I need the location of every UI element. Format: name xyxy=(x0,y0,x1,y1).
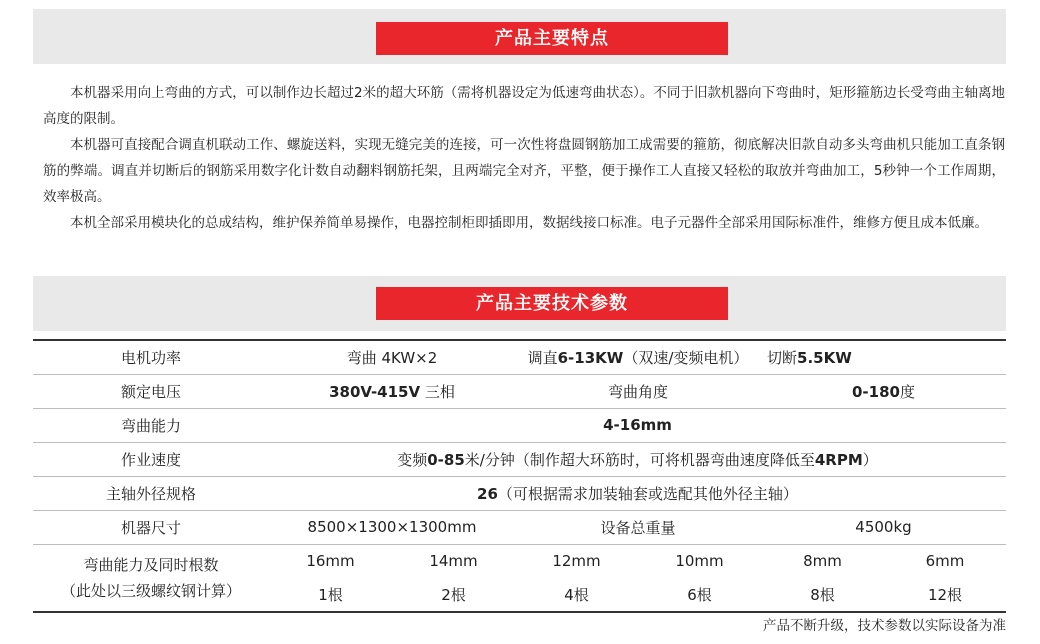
spec-row-size xyxy=(33,510,1006,544)
feature-paragraph: 本机全部采用模块化的总成结构，维护保养简单易操作，电器控制柜即插即用，数据线接口标准。电子元器件全部采用国际标准件，维修方便且成本低廉。 xyxy=(70,215,988,231)
spec-row-motor xyxy=(33,340,1006,374)
spec-row-capacity xyxy=(33,408,1006,442)
spec-value: 380V-415V 三相 xyxy=(269,374,515,408)
spec-label: 机器尺寸 xyxy=(33,510,269,544)
bar-diameter: 10mm xyxy=(675,552,724,571)
spec-row-voltage xyxy=(33,374,1006,408)
spec-table xyxy=(33,339,1006,613)
bar-count: 4根 xyxy=(515,578,638,612)
bar-count: 6根 xyxy=(638,578,761,612)
bar-diameter: 12mm xyxy=(552,552,601,571)
spec-label: 电机功率 xyxy=(33,340,269,374)
spec-value: 8500×1300×1300mm xyxy=(269,510,515,544)
bar-diameter: 14mm xyxy=(429,552,478,571)
bar-count: 1根 xyxy=(269,578,392,612)
spec-label: 设备总重量 xyxy=(515,510,761,544)
bar-count: 2根 xyxy=(392,578,515,612)
spec-label: 主轴外径规格 xyxy=(33,476,269,510)
features-text xyxy=(43,80,1005,236)
spec-label: 弯曲能力 xyxy=(33,408,269,442)
bar-count: 8根 xyxy=(761,578,884,612)
bar-diameter: 8mm xyxy=(803,552,842,571)
spec-label: 额定电压 xyxy=(33,374,269,408)
spec-row-spindle xyxy=(33,476,1006,510)
spec-label: 作业速度 xyxy=(33,442,269,476)
spec-value: 4-16mm xyxy=(269,408,1006,442)
section-title-specs: 产品主要技术参数 xyxy=(376,287,728,320)
section-header-specs xyxy=(33,276,1006,331)
spec-row-speed xyxy=(33,442,1006,476)
footnote: 产品不断升级，技术参数以实际设备为准 xyxy=(763,618,1006,634)
section-title-features: 产品主要特点 xyxy=(376,22,728,55)
feature-paragraph: 本机器采用向上弯曲的方式，可以制作边长超过2米的超大环筋（需将机器设定为低速弯曲状态）。不同于旧款机器向下弯曲时，矩形箍筋边长受弯曲主轴离地高度的限制。 xyxy=(43,85,1005,127)
bar-diameter: 6mm xyxy=(925,552,965,571)
feature-paragraph: 本机器可直接配合调直机联动工作、螺旋送料，实现无缝完美的连接，可一次性将盘圆钢筋加工成需要的箍筋，彻底解决旧款自动多头弯曲机只能加工直条钢筋的弊端。调直并切断后的钢筋采用数字化计数自动翻料钢筋托架，且两端完全对齐，平整，便于操作工人直接又轻松的取放并弯曲加工，5秒钟一个工作周期，效率极高。 xyxy=(43,137,1005,205)
spec-value: 调直6-13KW（双速/变频电机） xyxy=(515,340,761,374)
spec-value: 变频0-85米/分钟（制作超大环筋时，可将机器弯曲速度降低至4RPM） xyxy=(269,442,1006,476)
spec-value: 26（可根据需求加装轴套或选配其他外径主轴） xyxy=(269,476,1006,510)
spec-row-bars-diameters xyxy=(33,544,1006,578)
spec-value: 弯曲 4KW×2 xyxy=(269,340,515,374)
spec-label: 弯曲角度 xyxy=(515,374,761,408)
bar-diameter: 16mm xyxy=(306,552,355,571)
bar-count: 12根 xyxy=(884,578,1006,612)
spec-value: 切断5.5KW xyxy=(761,340,1006,374)
spec-label: 弯曲能力及同时根数 （此处以三级螺纹钢计算） xyxy=(33,544,269,612)
spec-value: 4500kg xyxy=(761,510,1006,544)
spec-value: 0-180度 xyxy=(761,374,1006,408)
section-header-features xyxy=(33,9,1006,64)
